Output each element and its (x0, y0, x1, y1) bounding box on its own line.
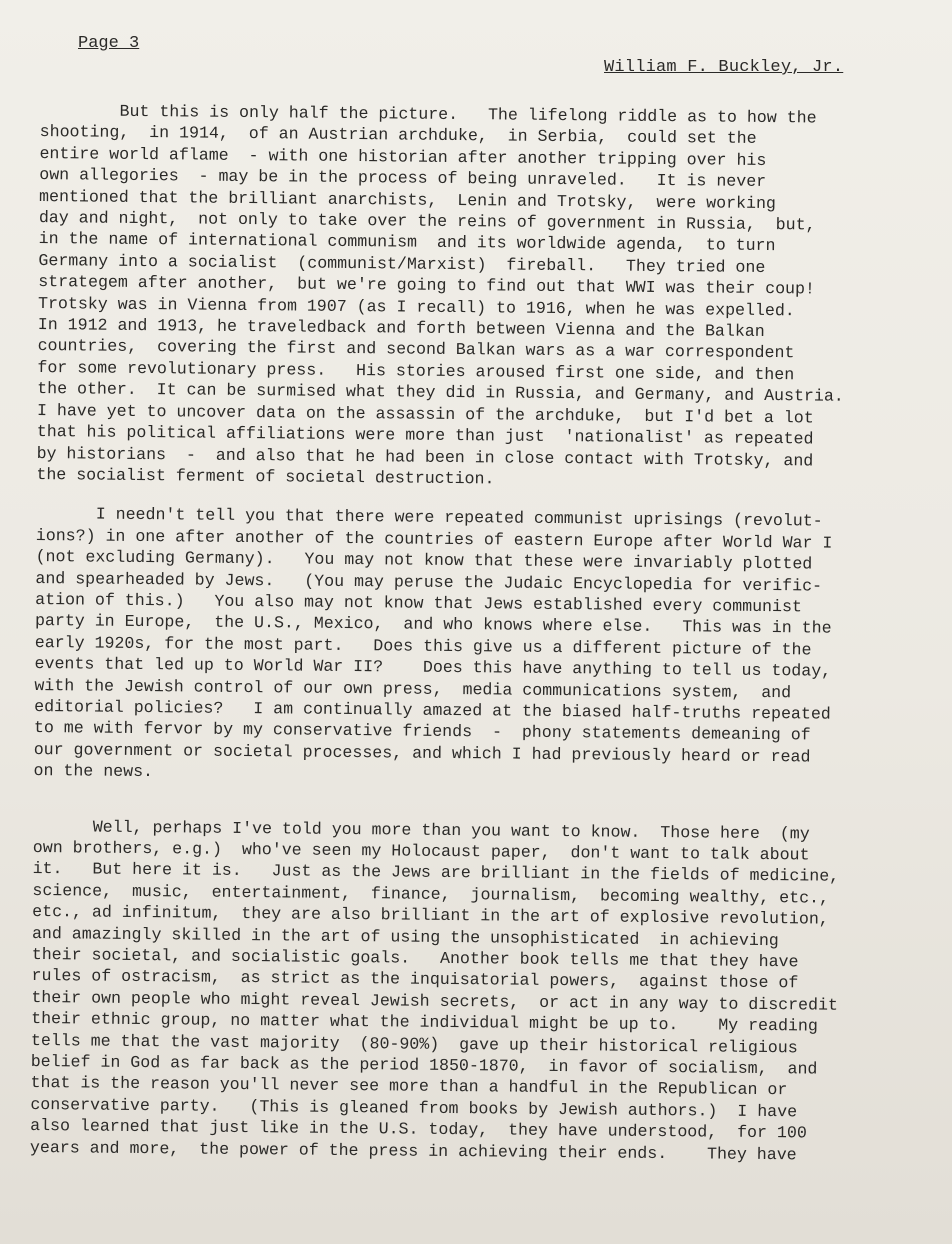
text-line: early 1920s, for the most part. Does this give us a different picture of the (34, 632, 812, 660)
text-line: (not excluding Germany). You may not know that these were invariably plotted (35, 547, 813, 574)
text-line: day and night, not only to take over the reins of government in Russia, but, (38, 208, 816, 235)
text-line: But this is only half the picture. The lifelong riddle as to how the (39, 100, 817, 128)
text-line: rules of ostracism, as strict as the inquisatorial powers, against those of (31, 966, 799, 993)
text-line: Trotsky was in Vienna from 1907 (as I recall) to 1916, when he was expelled. (37, 293, 795, 320)
letter-body (30, 100, 945, 1167)
text-line: for some revolutionary press. His stories aroused first one side, and then (37, 357, 795, 385)
text-line: and spearheaded by Jews. (You may peruse the Judaic Encyclopedia for verific- (35, 568, 823, 596)
text-line: by historians - and also that he had been in close contact with Trotsky, and (36, 443, 814, 470)
text-line: our government or societal processes, and which I had previously heard or read (33, 739, 811, 767)
text-line: In 1912 and 1913, he traveledback and forth between Vienna and the Balkan (37, 315, 765, 342)
text-line: Germany into a socialist (communist/Marxist) fireball. They tried one (38, 250, 766, 277)
text-line: editorial policies? I am continually amazed at the biased half-truths repeated (34, 696, 831, 724)
text-line: years and more, the power of the press in achieving their ends. They have (29, 1137, 797, 1164)
text-line: with the Jewish control of our own press, media communications system, and (34, 675, 792, 702)
text-line: mentioned that the brilliant anarchists, Lenin and Trotsky, were working (38, 186, 777, 213)
text-line: conservative party. (This is gleaned from books by Jewish authors.) I have (30, 1094, 798, 1122)
text-line: Well, perhaps I've told you more than you want to know. Those here (my (32, 816, 810, 844)
text-line: also learned that just like in the U.S. today, they have understood, for 100 (30, 1116, 807, 1143)
text-line: I have yet to uncover data on the assassin of the archduke, but I'd bet a lot (36, 400, 814, 428)
text-line: their ethnic group, no matter what the individual might be up to. My reading (31, 1009, 818, 1036)
text-line: own brothers, e.g.) who've seen my Holocaust paper, don't want to talk about (32, 837, 810, 865)
text-line: it. But here it is. Just as the Jews are brilliant in the fields of medicine, (32, 859, 840, 887)
paragraph-2 (33, 503, 941, 790)
text-line: science, music, entertainment, finance, journalism, becoming wealthy, etc., (32, 880, 830, 908)
text-line: party in Europe, the U.S., Mexico, and who knows where else. This was in the (34, 611, 832, 638)
paragraph-1 (36, 100, 945, 494)
text-line: entire world aflame - with one historian after another tripping over his (39, 143, 767, 170)
text-line: ions?) in one after another of the countries of eastern Europe after World War I (35, 525, 833, 553)
text-line: countries, covering the first and second Balkan wars as a war correspondent (37, 336, 795, 363)
text-line: strategem after another, but we're going to find out that WWI was their coup! (38, 272, 816, 299)
text-line: ation of this.) You also may not know that Jews established every communist (35, 589, 803, 617)
text-line: shooting, in 1914, of an Austrian archduke, in Serbia, could set the (39, 122, 757, 149)
text-line: events that led up to World War II? Does this have anything to tell us today, (34, 654, 832, 681)
text-line: tells me that the vast majority (80-90%) gave up their historical religious (30, 1030, 798, 1057)
text-line: and amazingly skilled in the art of using the unsophisticated in achieving (31, 923, 779, 950)
text-line: their societal, and socialistic goals. Another book tells me that they have (31, 944, 799, 972)
text-line: on the news. (33, 761, 154, 782)
page-number: Page 3 (78, 34, 140, 53)
text-line: their own people who might reveal Jewish secrets, or act in any way to discredit (31, 987, 839, 1015)
text-line: own allegories - may be in the process of being unraveled. It is never (39, 165, 767, 192)
text-line: the other. It can be surmised what they did in Russia, and Germany, and Austria. (37, 379, 844, 407)
text-line: the socialist ferment of societal destruction. (36, 464, 495, 489)
text-line: that is the reason you'll never see more than a handful in the Republican or (30, 1073, 788, 1100)
text-line: that his political affiliations were more than just 'nationalist' as repeated (36, 422, 814, 449)
text-line: in the name of international communism and its worldwide agenda, to turn (38, 229, 776, 256)
text-line: belief in God as far back as the period 1850-1870, in favor of socialism, and (30, 1052, 818, 1079)
text-line: I needn't tell you that there were repeated communist uprisings (revolut- (35, 504, 823, 531)
text-line: to me with fervor by my conservative friends - phony statements demeaning of (33, 718, 811, 745)
text-line: etc., ad infinitum, they are also brilliant in the art of explosive revolution, (32, 902, 829, 929)
paragraph-3 (30, 816, 938, 1167)
author-header: William F. Buckley, Jr. (604, 58, 844, 77)
